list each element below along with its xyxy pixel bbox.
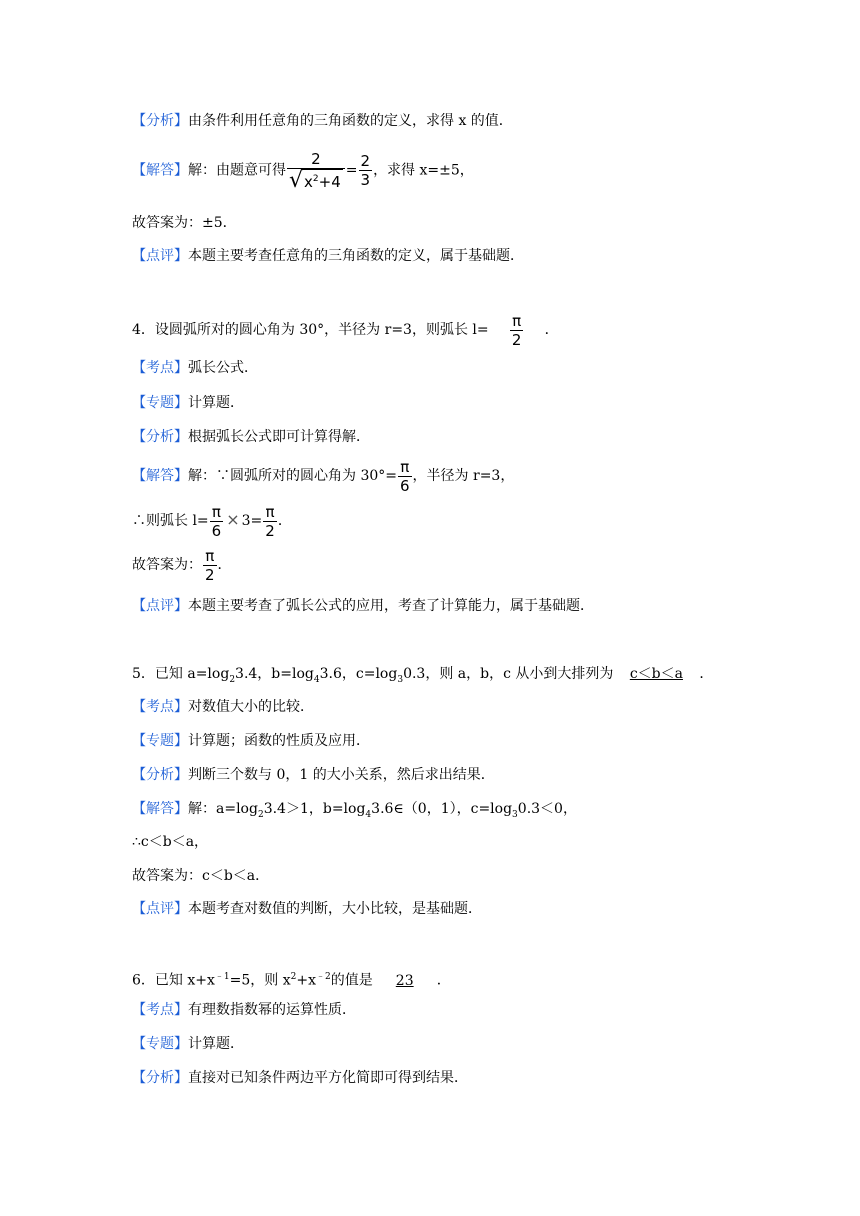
comment-tag: 【点评】: [132, 598, 188, 614]
q6-topic-line: [132, 1034, 244, 1054]
fraction-denominator: [287, 168, 345, 191]
q5-answer-line: [132, 866, 269, 886]
comment-tag: 【点评】: [132, 248, 188, 264]
q3-analysis-line: [132, 111, 513, 131]
q3-answer-line: [132, 213, 237, 233]
q5-stem-line: 5．已知 $a=\log_23.4$，$b=\log_43.6$，$c=\log_30.3$，则 a，b，c 从小到大排列为 c＜b＜a ．: [132, 666, 714, 685]
point-text: 有理数指数幂的运算性质．: [188, 1002, 356, 1018]
times-sign: ×: [226, 510, 240, 529]
analysis-text: 根据弧长公式即可计算得解．: [188, 429, 370, 445]
analysis-tag: 【分析】: [132, 767, 188, 783]
topic-text: 计算题．: [188, 1036, 244, 1052]
point-tag: 【考点】: [132, 360, 188, 376]
fraction-2-over-sqrt: [287, 150, 345, 191]
q4-answer-line: 故答案为： $\frac{\pi}{2}$ ．: [132, 546, 232, 584]
point-text: 对数值大小的比较．: [188, 699, 314, 715]
fraction-2-3: $\frac{2}{3}$: [360, 152, 371, 189]
q5-topic-line: [132, 731, 370, 751]
q5-point-line: [132, 697, 314, 717]
topic-text: 计算题．: [188, 395, 244, 411]
analysis-text: 由条件利用任意角的三角函数的定义，求得 x 的值．: [188, 113, 513, 129]
question-stem: 4．设圆弧所对的圆心角为 30°，半径为 r=3，则弧长 l=: [132, 322, 489, 338]
q3-solution-line: 【解答】解：由题意可得 2 √ $x^2+4$ = $\frac{2}{3}$ ，求得 x=±5，: [132, 150, 474, 193]
analysis-tag: 【分析】: [132, 113, 188, 129]
point-text: 弧长公式．: [188, 360, 258, 376]
topic-tag: 【专题】: [132, 395, 188, 411]
point-tag: 【考点】: [132, 699, 188, 715]
point-tag: 【考点】: [132, 1002, 188, 1018]
comment-text: 本题主要考查任意角的三角函数的定义，属于基础题．: [188, 248, 524, 264]
topic-text: 计算题；函数的性质及应用．: [188, 733, 370, 749]
analysis-text: 判断三个数与 0，1 的大小关系，然后求出结果．: [188, 767, 495, 783]
sqrt-expression: √ $x^2+4$: [289, 168, 341, 193]
q6-stem-line: 6．已知 $x+x^{﹣1}=5$，则 $x^2+x^{﹣2}$的值是 23 ．: [132, 972, 451, 989]
q4-analysis-line: [132, 427, 370, 447]
q5-solution-line: 【解答】解：$a=\log_23.4>1$，$b=\log_43.6\in(0$，1），$c=\log_30.3<0$，: [132, 801, 577, 820]
q5-analysis-line: [132, 765, 495, 785]
q3-comment-line: [132, 246, 524, 266]
fraction-numerator: 2: [311, 150, 321, 168]
q5-comment-line: [132, 899, 482, 919]
q4-comment-line: [132, 596, 594, 616]
answer-blank: 23: [395, 972, 414, 989]
comment-text: 本题考查对数值的判断，大小比较，是基础题．: [188, 901, 482, 917]
answer-blank: $\frac{\pi}{2}$: [511, 311, 522, 349]
q4-point-line: [132, 358, 258, 378]
answer-text: 故答案为：±5．: [132, 215, 237, 231]
topic-tag: 【专题】: [132, 733, 188, 749]
q4-arc-length-line: ∴则弧长 l= $\frac{\pi}{6}$ × 3= $\frac{\pi}{2}$ ．: [132, 502, 292, 540]
conclusion-text: ∴c＜b＜a，: [132, 834, 209, 850]
solution-text: 解：由题意可得: [188, 162, 286, 179]
q6-analysis-line: [132, 1068, 468, 1088]
analysis-text: 直接对已知条件两边平方化简即可得到结果．: [188, 1070, 468, 1086]
comment-text: 本题主要考查了弧长公式的应用，考查了计算能力，属于基础题．: [188, 598, 594, 614]
solution-text: 解：∵圆弧所对的圆心角为 30°=: [188, 468, 397, 484]
analysis-tag: 【分析】: [132, 429, 188, 445]
solution-tag: 【解答】: [132, 162, 188, 179]
q4-solution-line: 【解答】解：∵圆弧所对的圆心角为 30°= $\frac{\pi}{6}$ ，半径为 r=3，: [132, 457, 515, 495]
solution-suffix: ，求得 x=±5，: [373, 162, 474, 179]
comment-tag: 【点评】: [132, 901, 188, 917]
answer-blank: c＜b＜a: [629, 666, 683, 682]
solution-tag: 【解答】: [132, 468, 188, 484]
q4-topic-line: [132, 393, 244, 413]
q4-stem-line: 4．设圆弧所对的圆心角为 30°，半径为 r=3，则弧长 l= $\frac{\pi}{2}$ ．: [132, 311, 559, 349]
analysis-tag: 【分析】: [132, 1070, 188, 1086]
solution-tag: 【解答】: [132, 801, 188, 817]
radical-sign: √: [289, 168, 304, 193]
q6-point-line: [132, 1000, 356, 1020]
answer-text: 故答案为：c＜b＜a．: [132, 868, 270, 884]
topic-tag: 【专题】: [132, 1036, 188, 1052]
q5-conclude-line: [132, 832, 208, 852]
